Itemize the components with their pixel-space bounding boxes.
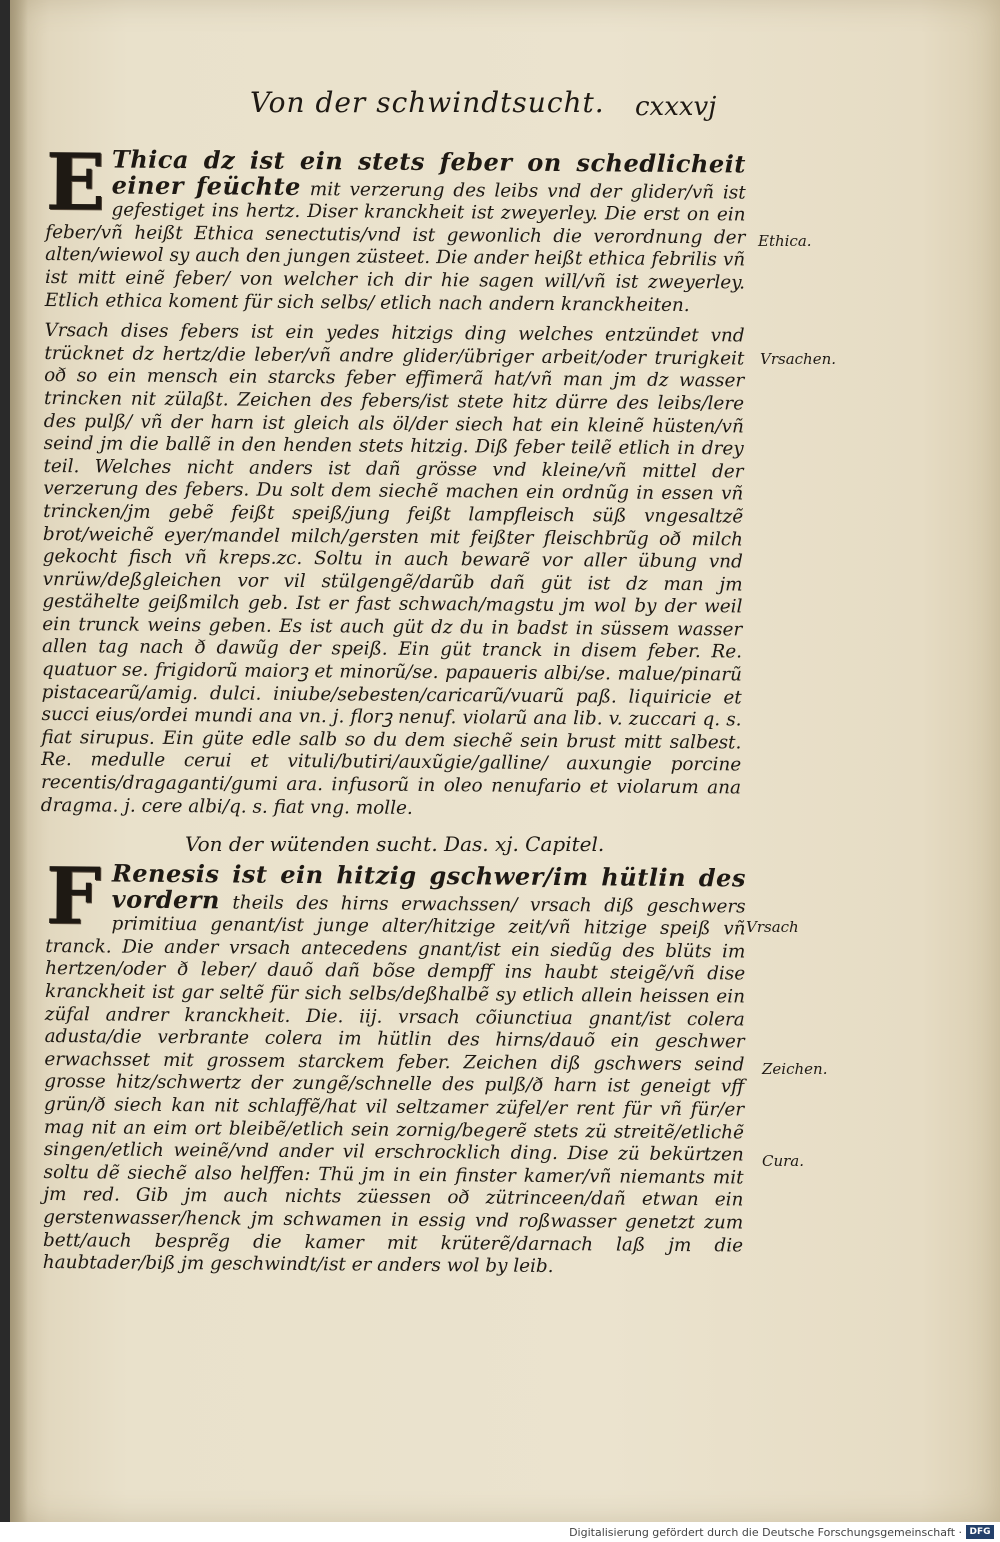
ethica-section — [40, 137, 747, 831]
funding-credit: Digitalisierung gefördert durch die Deutsche Forschungsgemeinschaft · — [569, 1526, 962, 1539]
ethica-paragraph-2: Vrsach dises febers ist ein yedes hitzigs ding welches entzündet vnd trücknet dz hertz/die leber/vñ andre glider/übriger arbeit/oder trurigkeit oð so ein mensch ein starcks feber effimerã hat/vñ man jm dz wasser trincken nit zülaßt. Zeichen des febers/ist stete hitz dürre des leibs/lere des pulß/ vñ der harn ist gleich als öl/der siech hat ein kleinẽ hüsten/vñ seind jm die ballẽ in den henden stets hitzig. Diß feber teilẽ etlich in drey teil. Welches nicht anders ist dañ grösse vnd kleine/vñ mittel der verzerung des febers. Du solt dem siechẽ machen ein ordnũg in essen vñ trincken/jm gebẽ feißt speiß/jung feißt lampfleisch süß vngesaltzẽ brot/weichẽ eyer/mandel milch/gersten mit feißter fleischbrũg oð milch gekocht fisch vñ kreps.zc. Soltu in auch bewarẽ vor aller übung vnd vnrüw/deßgleichen vor vil stülgengẽ/darũb dañ güt ist dz man jm gestähelte geißmilch geb. Ist er fast schwach/magstu jm wol by der weil ein trunck weins geben. Es ist auch güt dz du in badst in süssem wasser allen tag nach ð dawũg der speiß. Ein güt tranck in disem feber. Re. quatuor se. frigidorũ maiorꝫ et minorũ/se. papaueris albi/se. malue/pinarũ pistacearũ/amig. dulci. iniube/sebesten/caricarũ/vuarũ paß. liquiricie et succi eius/ordei mundi ana vn. j. florꝫ nenuf. violarũ ana lib. v. zuccari q. s. fiat sirupus. Ein güte edle salb so du dem siechẽ sein brust mitt salbest. Re. medulle cerui et vituli/butiri/auxũgie/galline/ auxungie porcine recentis/dragaganti/gumi ara. infusorũ in oleo nenufario et violarum ana dragma. j. cere albi/q. s. fiat vng. molle. — [40, 320, 745, 819]
marginal-note-cura: Cura. — [762, 1152, 805, 1170]
dfg-logo: DFG — [966, 1525, 994, 1539]
ethica-lead-line: Thica dz ist ein stets feber on schedlicheit einer feüchte — [111, 144, 747, 201]
marginal-note-zeichen: Zeichen. — [762, 1060, 828, 1078]
marginal-note-ethica: Ethica. — [758, 232, 812, 250]
folio-number: cxxxvj — [635, 92, 717, 122]
frenesis-text: theils des hirns erwachssen/ vrsach diß geschwers primitiua genant/ist junge alter/hitzige zeit/vñ hitzige speiß vñ tranck. Die ander vrsach antecedens gnant/ist ein siedũg des blüts im hertzen/oder ð leber/ dauõ dañ bõse dempff ins haubt steigẽ/vñ dise kranckheit ist gar seltẽ für sich selbs/deßhalbẽ sy etlich allein heissen ein züfal andrer kranckheit. Die. iij. vrsach cõiunctiua gnant/ist colera adusta/die verbrante colera im hütlin des hirns/dauõ ein geschwer erwachsset mit grossem starckem feber. Zeichen diß gschwers seind grosse hitz/schwertz der zungẽ/schnelle des pulß/ð harn ist geneigt vff grün/ð siech kan nit schlaffẽ/hat vil seltzamer züfel/er rent für vñ für/er mag nit an eim ort bleibẽ/etlich sein zornig/begerẽ stets zü streitẽ/etlichẽ singen/etlich weinẽ/vnd ander vil erschrocklich ding. Dise zü bekürtzen soltu dẽ siechẽ also helffen: Thü jm in ein finster kamer/vñ niemants mit jm red. Gib jm auch nichts züessen oð zütrinceen/dañ etwan ein gerstenwasser/henck jm schwamen in essig vnd roßwasser genetzt zum bett/auch besprẽg die kamer mit krüterẽ/darnach laß jm die haubtader/biß jm geschwindt/ist er anders wol by leib. — [42, 892, 746, 1278]
ethica-paragraph-1 — [44, 137, 747, 318]
page-gutter-shadow — [10, 0, 28, 1522]
frenesis-section — [42, 851, 747, 1288]
frenesis-lead-line: Renesis ist ein hitzig gschwer/im hütlin des vordern — [111, 858, 747, 914]
frenesis-initial-capital: F — [45, 851, 102, 943]
frenesis-paragraph — [42, 851, 747, 1280]
chapter-heading: Von der wütenden sucht. Das. xj. Capitel. — [185, 832, 605, 856]
running-head: Von der schwindtsucht. — [250, 86, 605, 119]
ethica-text-1: mit verzerung des leibs vnd der glider/vñ ist gefestiget ins hertz. Diser kranckheit ist zweyerley. Die erst on ein feber/vñ heißt Ethica senectutis/vnd ist gewonlich die verordnung der alten/wiewol sy auch den jungen züsteet. Die ander heißt ethica febrilis vñ ist mitt einẽ feber/ von welcher ich dir hie sagen will/vñ ist zweyerley. Etlich ethica koment für sich selbs/ etlich nach andern kranckheiten. — [44, 178, 746, 316]
marginal-note-vrsach: Vrsach — [746, 918, 799, 936]
ethica-initial-capital: E — [45, 137, 106, 229]
marginal-note-vrsachen: Vrsachen. — [760, 350, 837, 368]
